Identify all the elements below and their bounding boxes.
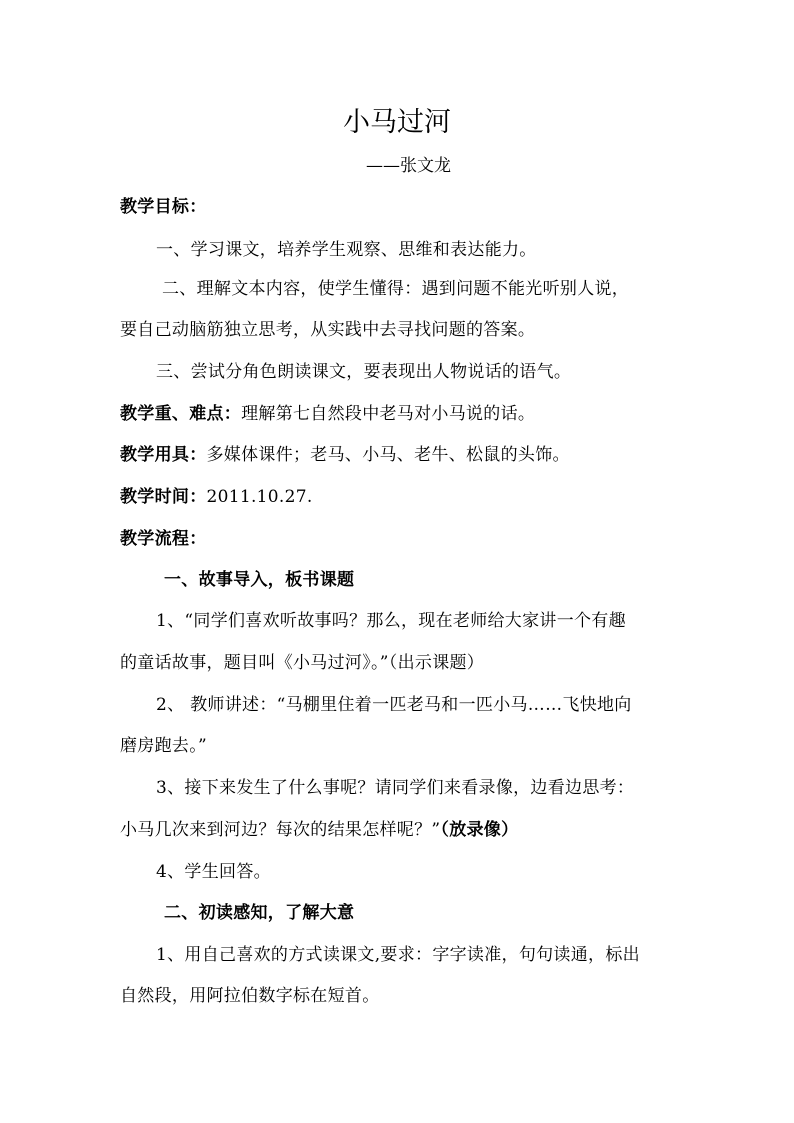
time-label: 教学时间： (120, 487, 207, 507)
time-line (120, 482, 313, 507)
paragraph-1-line-2: 的童话故事，题目叫《小马过河》。”（出示课题） (120, 653, 485, 673)
goal-3: 三、尝试分角色朗读课文，要表现出人物说话的语气。 (156, 362, 572, 382)
keypoints-line (120, 399, 535, 424)
paragraph-3-bold: （放录像） (440, 820, 519, 840)
tools-line (120, 440, 570, 465)
paragraph-3-text: 小马几次来到河边？每次的结果怎样呢？” (120, 820, 441, 840)
author-line: ——张文龙 (366, 156, 451, 176)
keypoints-label: 教学重、难点： (120, 404, 242, 424)
part-2-paragraph-1-line-2: 自然段，用阿拉伯数字标在短首。 (120, 986, 380, 1006)
paragraph-2-line-2: 磨房跑去。” (120, 736, 207, 756)
goals-heading: 教学目标： (120, 197, 207, 217)
paragraph-2-line-1: 2、 教师讲述：“马棚里住着一匹老马和一匹小马……飞快地向 (156, 695, 632, 715)
keypoints-text: 理解第七自然段中老马对小马说的话。 (241, 404, 536, 424)
document-title: 小马过河 (343, 107, 451, 138)
goal-2-line-2: 要自己动脑筋独立思考，从实践中去寻找问题的答案。 (120, 320, 536, 340)
part-1-heading: 一、故事导入，板书课题 (164, 570, 355, 590)
part-2-paragraph-1-line-1: 1、用自己喜欢的方式读课文,要求：字字读准，句句读通，标出 (156, 945, 640, 965)
paragraph-4: 4、学生回答。 (156, 862, 271, 882)
paragraph-1-line-1: 1、“同学们喜欢听故事吗？那么，现在老师给大家讲一个有趣 (156, 611, 626, 631)
tools-label: 教学用具： (120, 445, 207, 465)
process-heading: 教学流程： (120, 529, 207, 549)
paragraph-3-line-1: 3、接下来发生了什么事呢？请同学们来看录像，边看边思考： (156, 778, 635, 798)
goal-2-line-1: 二、理解文本内容，使学生懂得：遇到问题不能光听别人说， (162, 279, 630, 299)
part-2-heading: 二、初读感知，了解大意 (164, 903, 355, 923)
time-text: 2011.10.27. (206, 487, 313, 507)
paragraph-3-line-2 (120, 815, 518, 840)
goal-1: 一、学习课文，培养学生观察、思维和表达能力。 (156, 240, 537, 260)
tools-text: 多媒体课件；老马、小马、老牛、松鼠的头饰。 (206, 445, 570, 465)
